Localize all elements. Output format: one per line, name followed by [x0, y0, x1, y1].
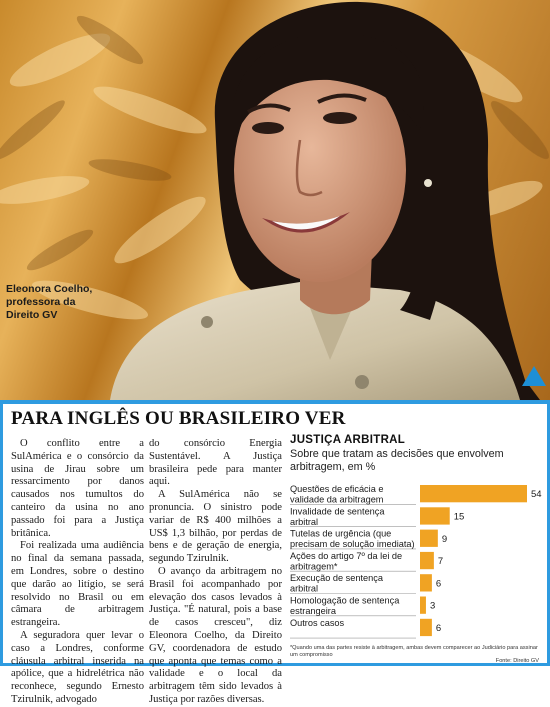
- article-column-2: [149, 438, 282, 707]
- article-box: [0, 400, 550, 705]
- photo-caption: [6, 283, 116, 322]
- chart-category-label: estrangeira: [290, 606, 336, 616]
- article-paragraph: O avanço da arbitragem no Brasil foi acompanhado por elevação dos casos levados à Justiça. "É natural, pois a base de casos cresceu", diz Eleonora Coelho, da Direito GV, coordenadora de estudo que aponta que temas como a validade e o local da arbitragem têm sido levados à Justiça por razões diversas.: [149, 565, 282, 705]
- chart-value-label: 15: [453, 511, 465, 523]
- article-paragraph: O conflito entre a SulAmérica e o consórcio da usina de Jirau sobre um ressarcimento por danos causados nos tumultos do canteiro da usina no ano passado foi para a Justiça britânica.: [11, 438, 144, 539]
- arbitration-chart: [290, 434, 547, 666]
- chart-subtitle: Sobre que tratam as decisões que envolvem arbitragem, em %: [290, 448, 504, 473]
- article-column-1: [11, 438, 144, 707]
- chart-category-label: arbitral: [290, 583, 319, 594]
- article-paragraph: do consórcio Energia Sustentável. A Justiça brasileira pede para manter aqui.: [149, 438, 282, 488]
- triangle-marker-icon: [522, 366, 546, 386]
- article-headline: PARA INGLÊS OU BRASILEIRO VER: [11, 408, 346, 429]
- chart-category-label: validade da arbitragem: [290, 494, 384, 505]
- chart-value-label: 7: [437, 556, 444, 568]
- chart-bar: [420, 507, 450, 524]
- chart-value-label: 6: [435, 622, 442, 634]
- article-paragraph: A SulAmérica não se pronuncia. O sinistro pode variar de R$ 400 milhões a US$ 1,3 bilhão, por perdas de bens e de geração de energia, segundo Tzirulnik.: [149, 489, 282, 565]
- article-paragraph: A seguradora quer levar o caso a Londres, conforme cláusula arbitral inserida na apólice, que a hidrelétrica não reconhece, segundo Ernesto Tzirulnik, advogado: [11, 629, 144, 705]
- chart-category-label: arbitragem*: [290, 561, 338, 572]
- chart-value-label: 6: [435, 578, 442, 590]
- chart-bar: [420, 552, 434, 569]
- chart-category-label: Invalidade de sentença: [290, 506, 385, 517]
- chart-category-label: precisam de solução imediata): [290, 539, 415, 550]
- chart-value-label: 9: [441, 533, 448, 545]
- chart-bar: [420, 530, 438, 547]
- chart-bar: [420, 485, 527, 502]
- chart-bar: [420, 597, 426, 614]
- photo-caption-line: professora da: [6, 296, 76, 308]
- chart-title: JUSTIÇA ARBITRAL: [290, 434, 406, 446]
- chart-category-label: Questões de eficácia e: [290, 484, 384, 494]
- chart-bar: [420, 619, 432, 636]
- chart-category-label: Outros casos: [290, 617, 345, 628]
- chart-value-label: 3: [429, 600, 436, 612]
- chart-category-label: Execução de sentença: [290, 573, 383, 584]
- chart-category-label: arbitral: [290, 516, 319, 527]
- chart-source: Fonte: Direito GV: [495, 658, 539, 664]
- photo-caption-line: Direito GV: [6, 309, 58, 321]
- chart-category-label: Tutelas de urgência (que: [290, 528, 392, 539]
- chart-category-label: Homologação de sentença: [290, 595, 400, 606]
- chart-category-label: Ações do artigo 7º da lei de: [290, 550, 403, 561]
- chart-plot: [290, 434, 547, 644]
- photo-caption-line: Eleonora Coelho,: [6, 283, 93, 295]
- chart-footnote: *Quando uma das partes resiste à arbitragem, ambas devem comparecer ao Judiciário para assinar um compromisso: [290, 645, 538, 658]
- chart-value-label: 54: [531, 489, 542, 501]
- article-paragraph: Foi realizada uma audiência no final da semana passada, em Londres, sobre o destino que darão ao litígio, se será resolvido no Brasil ou em câmara de arbitragem estrangeira.: [11, 540, 144, 629]
- chart-bar: [420, 574, 432, 591]
